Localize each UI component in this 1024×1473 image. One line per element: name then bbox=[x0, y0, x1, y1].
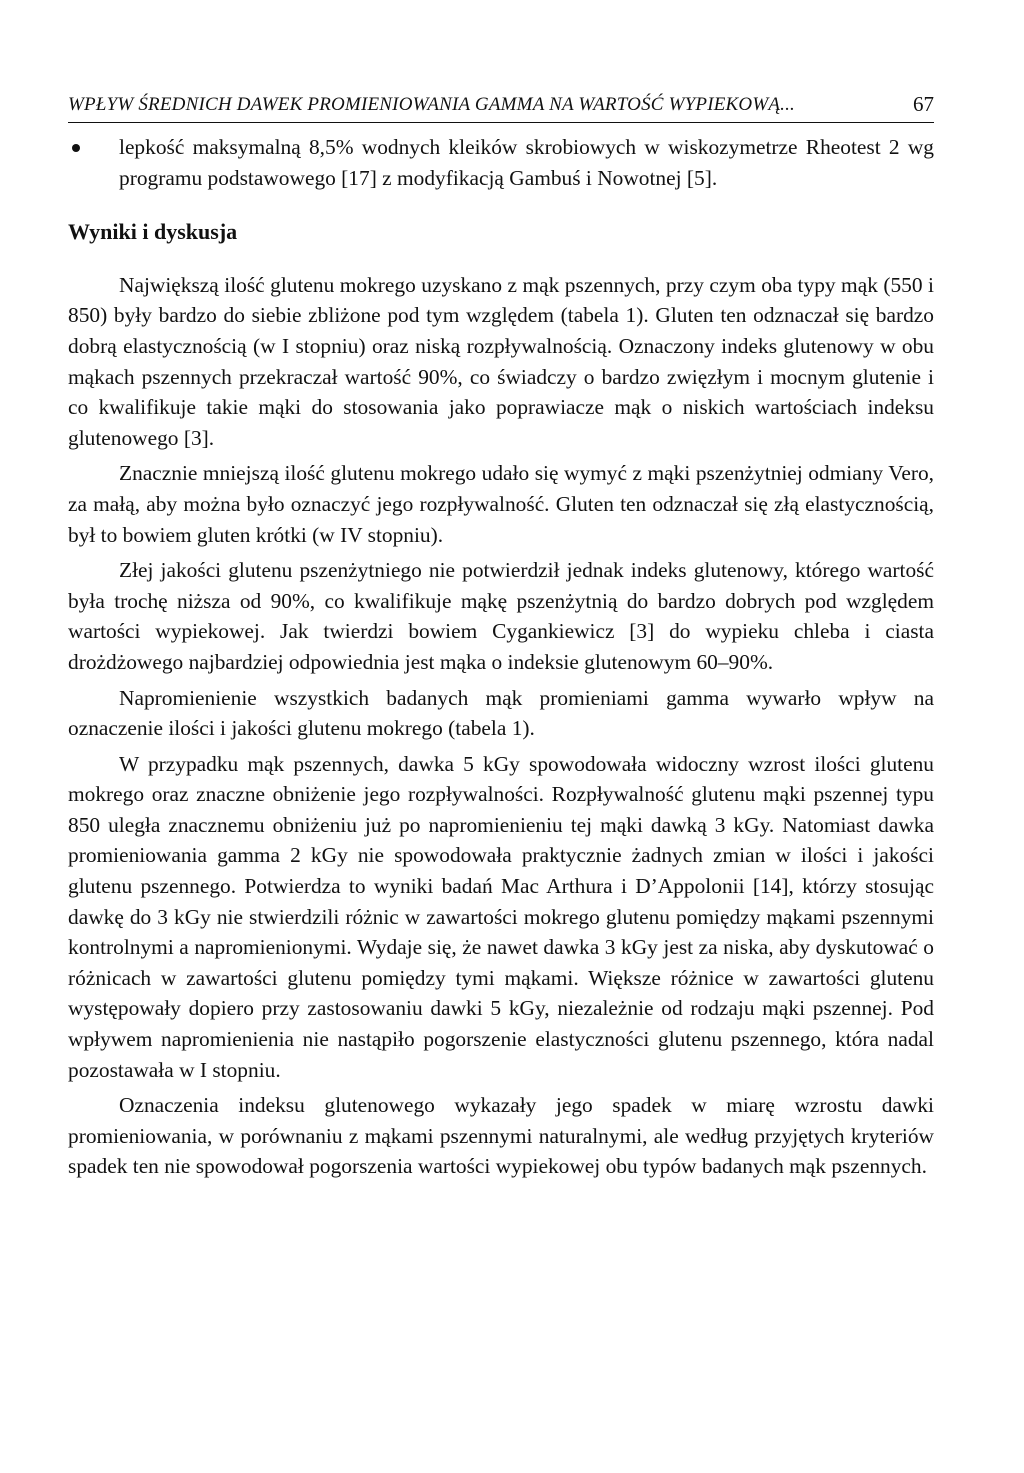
paragraph-1: Największą ilość glutenu mokrego uzyskano z mąk pszennych, przy czym oba typy mąk (550 i 850) były bardzo do siebie zbliżone pod tym względem (tabela 1). Gluten ten odznaczał się bardzo dobrą elastycznością (w I stopniu) oraz niską rozpływalnością. Oznaczony indeks glutenowy w obu mąkach pszennych przekraczał wartość 90%, co świadczy o bardzo zwięzłym i mocnym glutenie i co kwalifikuje takie mąki do stosowania jako poprawiacze mąk o niskich wartościach indeksu glutenowego [3]. bbox=[68, 272, 934, 450]
paragraph-6: Oznaczenia indeksu glutenowego wykazały jego spadek w miarę wzrostu dawki promieniowania, w porównaniu z mąkami pszennymi naturalnymi, ale według przyjętych kryteriów spadek ten nie spowodował pogorszenia wartości wypiekowej obu typów badanych mąk pszennych. bbox=[68, 1093, 934, 1179]
running-header bbox=[68, 88, 934, 123]
bullet-item-text: lepkość maksymalną 8,5% wodnych kleików skrobiowych w wiskozymetrze Rheotest 2 wg programu podstawowego [17] z modyfikacją Gambuś i Nowotnej [5]. bbox=[119, 135, 934, 190]
running-title: WPŁYW ŚREDNICH DAWEK PROMIENIOWANIA GAMMA NA WARTOŚĆ WYPIEKOWĄ... bbox=[68, 94, 796, 115]
paragraph-3: Złej jakości glutenu pszenżytniego nie potwierdził jednak indeks glutenowy, którego wartość była trochę niższa od 90%, co kwalifikuje mąkę pszenżytnią do bardzo dobrych pod względem wartości wypiekowej. Jak twierdzi bowiem Cygankiewicz [3] do wypieku chleba i ciasta drożdżowego najbardziej odpowiednia jest mąka o indeksie glutenowym 60–90%. bbox=[68, 558, 934, 674]
bullet-icon bbox=[72, 144, 80, 152]
page-number: 67 bbox=[913, 92, 934, 116]
paragraph-2: Znacznie mniejszą ilość glutenu mokrego udało się wymyć z mąki pszenżytniej odmiany Vero, za małą, aby można było oznaczyć jego rozpływalność. Gluten ten odznaczał się złą elastycznością, był to bowiem gluten krótki (w IV stopniu). bbox=[68, 461, 934, 547]
paragraph-4: Napromienienie wszystkich badanych mąk promieniami gamma wywarło wpływ na oznaczenie ilości i jakości glutenu mokrego (tabela 1). bbox=[68, 685, 934, 741]
body-text bbox=[68, 132, 934, 1182]
bullet-list-item bbox=[68, 132, 934, 193]
section-heading: Wyniki i dyskusja bbox=[68, 219, 238, 245]
paragraph-5: W przypadku mąk pszennych, dawka 5 kGy spowodowała widoczny wzrost ilości glutenu mokrego oraz znaczne obniżenie jego rozpływalności. Rozpływalność glutenu mąki pszennej typu 850 uległa znacznemu obniżeniu już po napromienieniu tej mąki dawką 3 kGy. Natomiast dawka promieniowania gamma 2 kGy nie spowodowała praktycznie żadnych zmian w ilości i jakości glutenu pszennego. Potwierdza to wyniki badań Mac Arthura i D’Appolonii [14], którzy stosując dawkę do 3 kGy nie stwierdzili różnic w zawartości mokrego glutenu pomiędzy mąkami pszennymi kontrolnymi a napromienionymi. Wydaje się, że nawet dawka 3 kGy jest za niska, aby dyskutować o różnicach w zawartości glutenu pomiędzy tymi mąkami. Większe różnice w zawartości glutenu występowały dopiero przy zastosowaniu dawki 5 kGy, niezależnie od rodzaju mąki pszennej. Pod wpływem napromienienia nie nastąpiło pogorszenie elastyczności glutenu pszennego, która nadal pozostawała w I stopniu. bbox=[68, 751, 934, 1082]
